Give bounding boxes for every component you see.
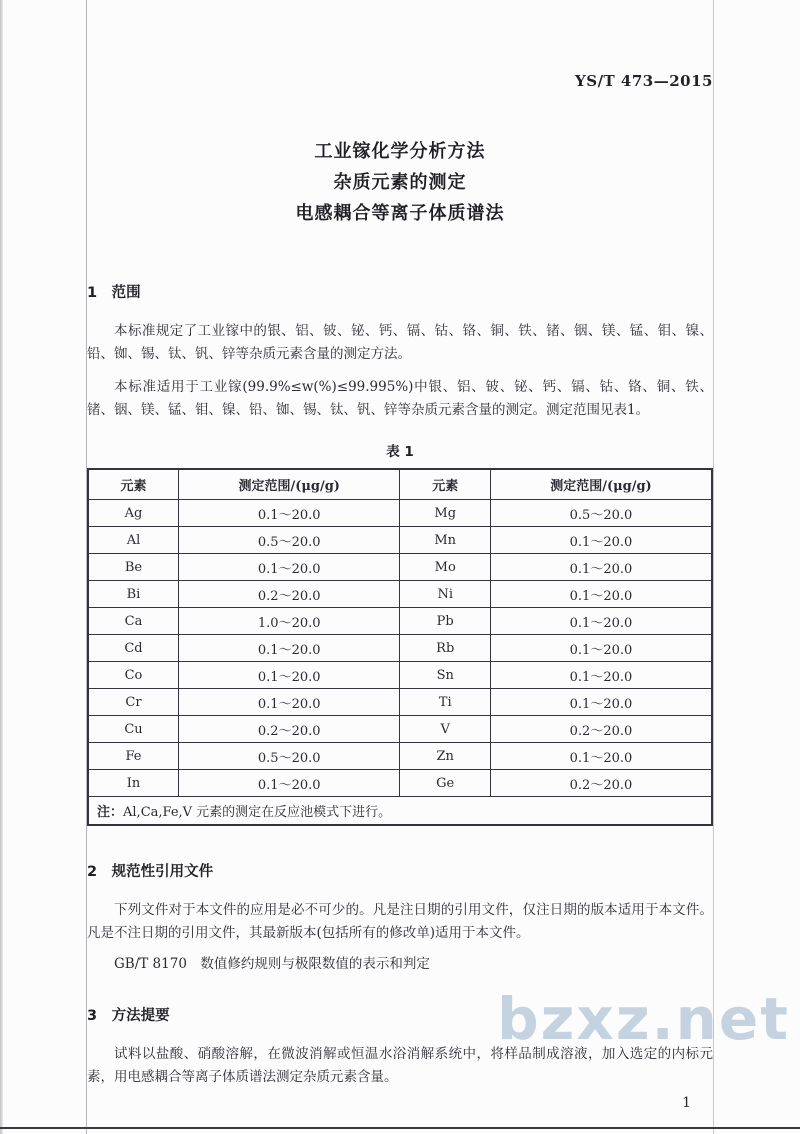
table-cell: Ni: [400, 581, 490, 608]
table-cell: Fe: [88, 743, 178, 770]
doc-title-line-2: 杂质元素的测定: [333, 172, 467, 193]
table-cell: Ge: [400, 770, 490, 797]
section-1-paragraph-1: 本标准规定了工业镓中的银、铝、铍、铋、钙、镉、钴、铬、铜、铁、锗、铟、镁、锰、钼、镍、铅、铷、锡、钛、钒、锌等杂质元素含量的测定方法。: [87, 323, 713, 362]
table-cell: In: [88, 770, 178, 797]
section-2-reference: GB/T 8170 数值修约规则与极限数值的表示和判定: [114, 956, 430, 972]
table-header-cell: 元素: [400, 469, 490, 500]
table-note-row: [88, 797, 712, 826]
doc-title: [87, 136, 713, 229]
table-cell: 0.1～20.0: [490, 689, 712, 716]
table-cell: Co: [88, 662, 178, 689]
table-cell: Be: [88, 554, 178, 581]
table-cell: Rb: [400, 635, 490, 662]
table-row: [88, 662, 712, 689]
scan-line-right: [713, 0, 714, 1134]
table-row: [88, 716, 712, 743]
table-cell: 0.2～20.0: [178, 716, 400, 743]
doc-title-line-1: 工业镓化学分析方法: [314, 141, 486, 162]
table-cell: Mg: [400, 500, 490, 527]
table-1: [87, 468, 713, 826]
table-cell: Mn: [400, 527, 490, 554]
table-cell: 0.1～20.0: [490, 662, 712, 689]
table-cell: 0.1～20.0: [490, 743, 712, 770]
table-cell: 0.1～20.0: [178, 635, 400, 662]
scan-edge-strip: [0, 0, 3, 1134]
scan-line-bottom: [0, 1127, 800, 1129]
doc-number: YS/T 473—2015: [575, 72, 713, 90]
doc-title-line-3: 电感耦合等离子体质谱法: [295, 203, 505, 224]
section-1-paragraph-2: 本标准适用于工业镓(99.9%≤w(%)≤99.995%)中银、铝、铍、铋、钙、镉、钴、铬、铜、铁、锗、铟、镁、锰、钼、镍、铅、铷、锡、钛、钒、锌等杂质元素含量的测定。测定范围见表1。: [87, 379, 713, 418]
table-cell: Sn: [400, 662, 490, 689]
table-cell: 0.1～20.0: [490, 581, 712, 608]
table-cell: 0.2～20.0: [490, 770, 712, 797]
table-header-cell: 测定范围/(μg/g): [490, 469, 712, 500]
table-cell: 0.2～20.0: [490, 716, 712, 743]
table-cell: Ti: [400, 689, 490, 716]
table-row: [88, 743, 712, 770]
table-header-cell: 元素: [88, 469, 178, 500]
table-row: [88, 500, 712, 527]
table-header-cell: 测定范围/(μg/g): [178, 469, 400, 500]
table-note-text: Al,Ca,Fe,V 元素的测定在反应池模式下进行。: [123, 805, 392, 820]
table-cell: 0.1～20.0: [178, 554, 400, 581]
table-cell: 1.0～20.0: [178, 608, 400, 635]
table-row: [88, 554, 712, 581]
table-row: [88, 581, 712, 608]
table-cell: 0.5～20.0: [178, 527, 400, 554]
table-cell: 0.2～20.0: [178, 581, 400, 608]
table-cell: Zn: [400, 743, 490, 770]
table-cell: Ag: [88, 500, 178, 527]
table-row: [88, 608, 712, 635]
page-content: [87, 0, 713, 1111]
table-cell: 0.1～20.0: [490, 608, 712, 635]
table-cell: 0.1～20.0: [490, 635, 712, 662]
section-1-heading: 1 范围: [87, 285, 141, 301]
table-cell: 0.1～20.0: [490, 527, 712, 554]
table-cell: Cd: [88, 635, 178, 662]
table-cell: Pb: [400, 608, 490, 635]
table-cell: 0.1～20.0: [178, 770, 400, 797]
table-1-caption: 表 1: [386, 444, 414, 460]
table-cell: Ca: [88, 608, 178, 635]
table-header-row: [88, 469, 712, 500]
table-cell: Al: [88, 527, 178, 554]
table-cell: Cu: [88, 716, 178, 743]
table-row: [88, 527, 712, 554]
section-3-heading: 3 方法提要: [87, 1008, 170, 1024]
table-row: [88, 770, 712, 797]
table-cell: V: [400, 716, 490, 743]
table-row: [88, 689, 712, 716]
table-cell: 0.1～20.0: [178, 500, 400, 527]
table-cell: 0.5～20.0: [178, 743, 400, 770]
section-3-paragraph-1: 试料以盐酸、硝酸溶解，在微波消解或恒温水浴消解系统中，将样品制成溶液，加入选定的内标元素，用电感耦合等离子体质谱法测定杂质元素含量。: [87, 1046, 713, 1085]
table-note-label: 注：: [97, 805, 124, 820]
table-cell: Mo: [400, 554, 490, 581]
section-2-heading: 2 规范性引用文件: [87, 864, 214, 880]
table-row: [88, 635, 712, 662]
table-cell: 0.5～20.0: [490, 500, 712, 527]
table-cell: Cr: [88, 689, 178, 716]
table-cell: Bi: [88, 581, 178, 608]
table-note: [88, 797, 712, 826]
table-cell: 0.1～20.0: [178, 662, 400, 689]
section-2-paragraph-1: 下列文件对于本文件的应用是必不可少的。凡是注日期的引用文件，仅注日期的版本适用于本文件。凡是不注日期的引用文件，其最新版本(包括所有的修改单)适用于本文件。: [87, 902, 713, 941]
page-number: 1: [682, 1095, 691, 1111]
table-cell: 0.1～20.0: [178, 689, 400, 716]
table-cell: 0.1～20.0: [490, 554, 712, 581]
watermark: bzxz.net: [497, 985, 790, 1053]
